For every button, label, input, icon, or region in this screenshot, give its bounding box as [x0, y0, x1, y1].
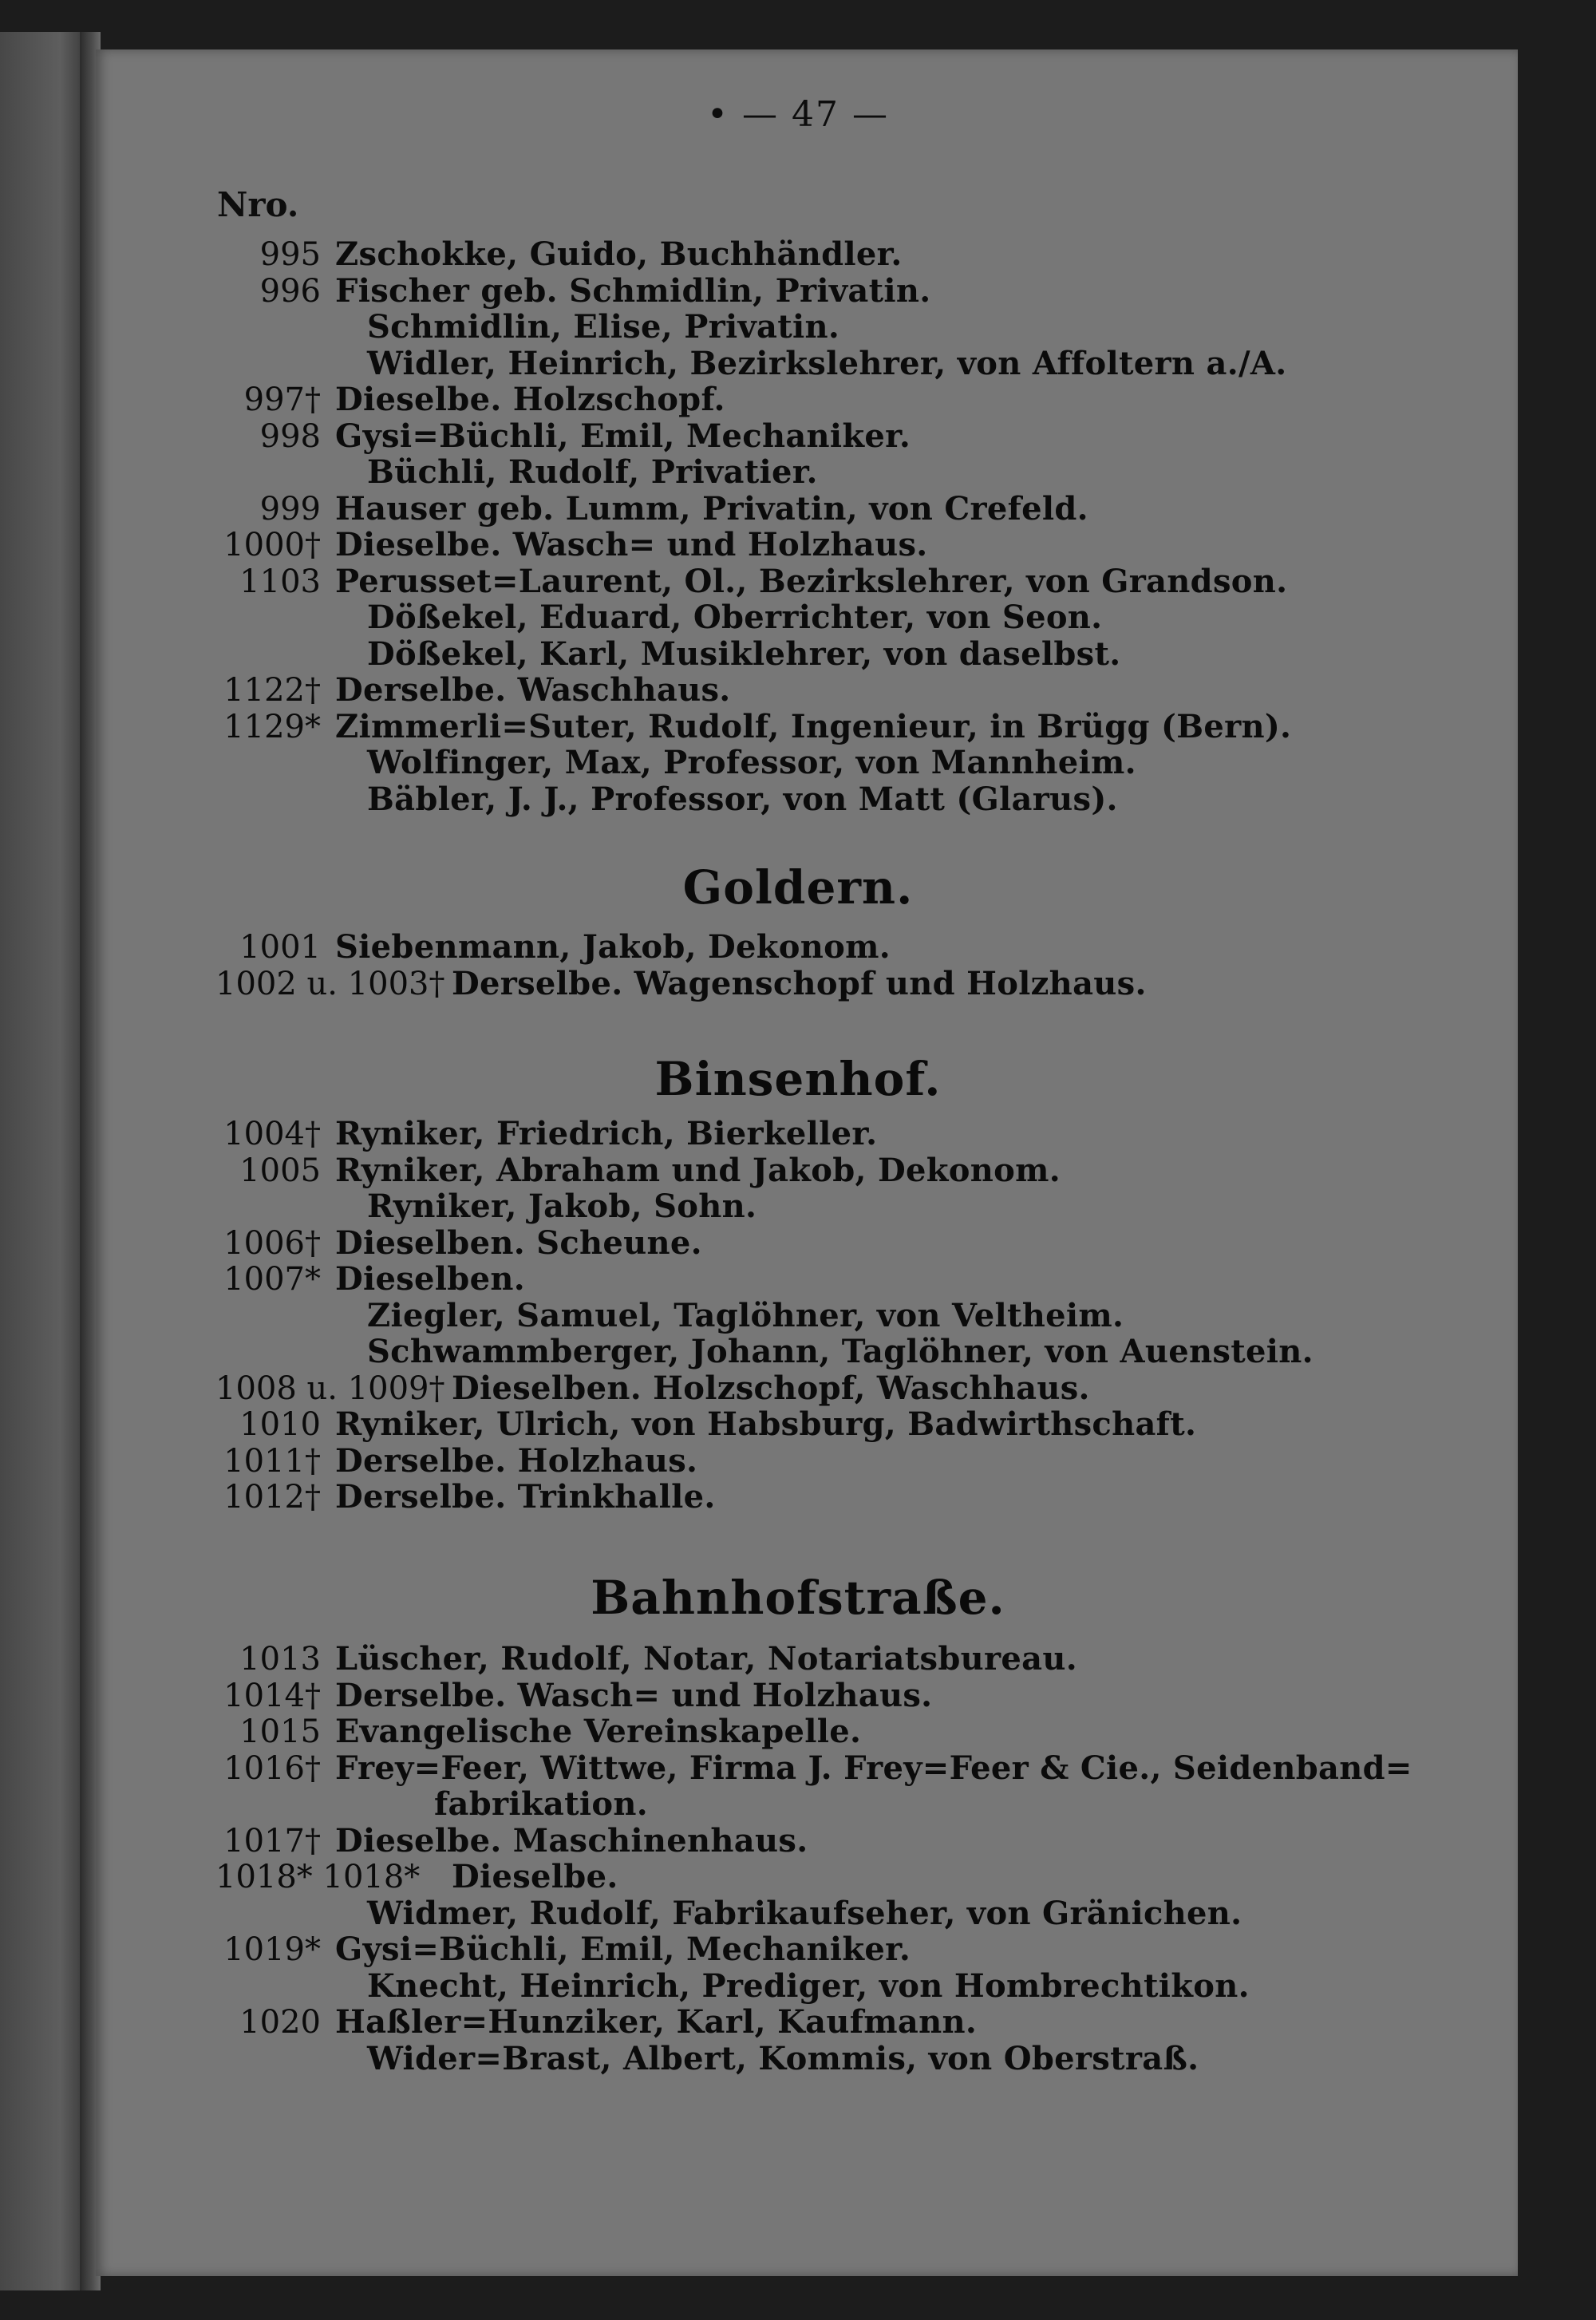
- entry-text: Wider=Brast, Albert, Kommis, von Oberstraß.: [367, 2039, 1199, 2077]
- entry-text: Dieselben.: [335, 1260, 525, 1298]
- entry-number: 1015: [239, 1713, 321, 1750]
- facing-page-edge: [0, 32, 86, 2290]
- entry-text: Dößekel, Eduard, Oberrichter, von Seon.: [367, 599, 1103, 636]
- entry-text: Gysi=Büchli, Emil, Mechaniker.: [335, 1931, 911, 1968]
- entry-number: 1005: [239, 1152, 321, 1189]
- entry-text: Derselbe. Trinkhalle.: [335, 1478, 716, 1516]
- page-number: • — 47 —: [707, 94, 889, 135]
- entry-number: 1002 u. 1003†: [215, 965, 445, 1002]
- entry-text: Perusset=Laurent, Ol., Bezirkslehrer, von Grandson.: [335, 562, 1288, 600]
- entry-number: 999: [259, 490, 321, 528]
- entry-text: Ryniker, Ulrich, von Habsburg, Badwirthschaft.: [335, 1405, 1197, 1443]
- entry-number: 1004†: [223, 1116, 321, 1152]
- entry-number: 995: [259, 236, 321, 273]
- entry-text: Ryniker, Jakob, Sohn.: [367, 1188, 757, 1225]
- section-heading: Goldern.: [682, 860, 914, 915]
- section-heading: Bahnhofstraße.: [591, 1571, 1005, 1625]
- entry-text: Zschokke, Guido, Buchhändler.: [335, 235, 903, 273]
- entry-number: 1013: [239, 1641, 321, 1678]
- entry-number: 1008 u. 1009†: [215, 1369, 445, 1407]
- entry-text: Dieselbe. Holzschopf.: [335, 381, 725, 418]
- entry-text: Ziegler, Samuel, Taglöhner, von Veltheim.: [367, 1296, 1124, 1334]
- entry-number: 1019*: [223, 1931, 321, 1968]
- entry-number: 1010: [239, 1406, 321, 1443]
- entry-text: Dieselbe. Maschinenhaus.: [335, 1821, 808, 1860]
- entry-text: Wolfinger, Max, Professor, von Mannheim.: [367, 744, 1136, 781]
- entry-text: Schmidlin, Elise, Privatin.: [367, 308, 840, 346]
- entry-number: 1103: [239, 563, 321, 600]
- entry-number: 997†: [243, 381, 321, 418]
- column-header: Nro.: [217, 185, 299, 224]
- entry-number: 1001: [239, 929, 321, 966]
- entry-text: Ryniker, Abraham und Jakob, Dekonom.: [335, 1151, 1061, 1189]
- entry-number: 1017†: [223, 1822, 321, 1860]
- entry-text: Derselbe. Waschhaus.: [335, 671, 731, 709]
- entry-text: Dieselbe.: [452, 1858, 618, 1895]
- entry-text: Evangelische Vereinskapelle.: [335, 1713, 862, 1750]
- entry-text: Widler, Heinrich, Bezirkslehrer, von Affoltern a./A.: [367, 344, 1287, 382]
- entry-number: 1129*: [223, 708, 321, 745]
- entry-number: 1012†: [223, 1479, 321, 1516]
- entry-text: Lüscher, Rudolf, Notar, Notariatsbureau.: [335, 1640, 1077, 1678]
- entry-number: 1007*: [223, 1261, 321, 1298]
- entry-number: 1006†: [223, 1224, 321, 1262]
- entry-text: Siebenmann, Jakob, Dekonom.: [335, 928, 891, 966]
- entry-text: Derselbe. Holzhaus.: [335, 1441, 698, 1480]
- entry-text: Fischer geb. Schmidlin, Privatin.: [335, 271, 931, 310]
- entry-text: Ryniker, Friedrich, Bierkeller.: [335, 1115, 878, 1152]
- entry-text: Dößekel, Karl, Musiklehrer, von daselbst.: [367, 634, 1121, 673]
- entry-number: 1018* 1018*: [215, 1859, 421, 1895]
- entry-number: 1014†: [223, 1677, 321, 1714]
- entry-text: Dieselbe. Wasch= und Holzhaus.: [335, 526, 928, 563]
- entry-text: Gysi=Büchli, Emil, Mechaniker.: [335, 417, 911, 455]
- entry-text: Hauser geb. Lumm, Privatin, von Crefeld.: [335, 489, 1088, 528]
- entry-text: Dieselben. Holzschopf, Waschhaus.: [452, 1369, 1090, 1407]
- entry-text: Schwammberger, Johann, Taglöhner, von Auenstein.: [367, 1333, 1314, 1370]
- entry-text: Widmer, Rudolf, Fabrikaufseher, von Gränichen.: [367, 1894, 1242, 1932]
- entry-text: Haßler=Hunziker, Karl, Kaufmann.: [335, 2003, 978, 2041]
- entry-text: Derselbe. Wasch= und Holzhaus.: [335, 1676, 933, 1714]
- entry-number: 1020: [239, 2004, 321, 2041]
- section-heading: Binsenhof.: [654, 1052, 942, 1106]
- entry-text: Derselbe. Wagenschopf und Holzhaus.: [452, 964, 1147, 1002]
- entry-number: 1000†: [223, 527, 321, 563]
- entry-text: Frey=Feer, Wittwe, Firma J. Frey=Feer & Cie., Seidenband=: [335, 1749, 1412, 1787]
- entry-text: Zimmerli=Suter, Rudolf, Ingenieur, in Brügg (Bern).: [335, 707, 1292, 745]
- entry-number: 996: [259, 272, 321, 310]
- entry-text: Knecht, Heinrich, Prediger, von Hombrechtikon.: [367, 1966, 1250, 2005]
- entry-number: 998: [259, 417, 321, 455]
- entry-text: Bäbler, J. J., Professor, von Matt (Glarus).: [367, 780, 1118, 818]
- entry-number: 1011†: [223, 1442, 321, 1480]
- entry-text: Büchli, Rudolf, Privatier.: [367, 453, 818, 491]
- entry-text: fabrikation.: [434, 1785, 648, 1823]
- entry-number: 1122†: [223, 672, 321, 709]
- entry-text: Dieselben. Scheune.: [335, 1223, 702, 1262]
- entry-number: 1016†: [223, 1749, 321, 1787]
